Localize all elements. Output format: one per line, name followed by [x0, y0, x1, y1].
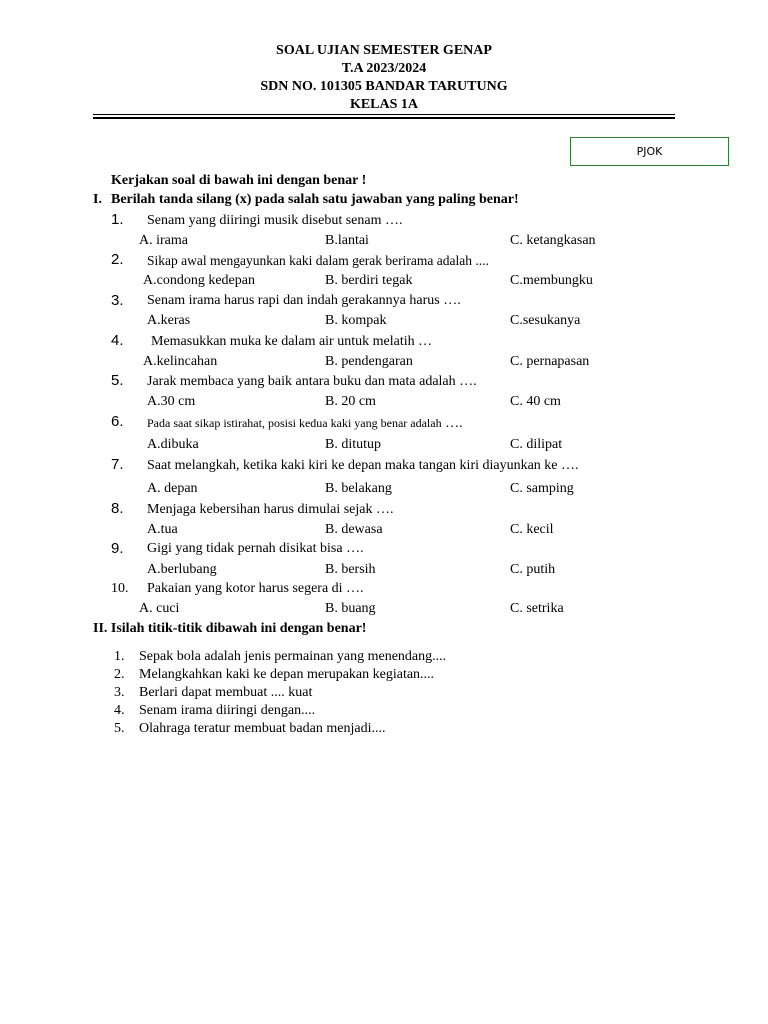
header-rule-bottom: [93, 117, 675, 119]
option-c: C.sesukanya: [510, 313, 581, 328]
option-b: B. buang: [325, 601, 376, 616]
question-text: Gigi yang tidak pernah disikat bisa ….: [147, 541, 364, 556]
option-a: A.keras: [147, 313, 191, 328]
option-c: C. putih: [510, 562, 556, 577]
option-a: A.kelincahan: [143, 354, 218, 369]
fill-item-text: Olahraga teratur membuat badan menjadi....: [139, 721, 386, 736]
question-text: [147, 414, 463, 433]
option-c: C. ketangkasan: [510, 233, 596, 248]
question-text: Saat melangkah, ketika kaki kiri ke depan maka tangan kiri diayunkan ke ….: [147, 458, 579, 473]
option-b: B. 20 cm: [325, 394, 376, 409]
class-label: KELAS 1A: [349, 97, 419, 112]
option-b: B. berdiri tegak: [325, 273, 413, 288]
option-c: C. pernapasan: [510, 354, 590, 369]
academic-year: T.A 2023/2024: [341, 61, 427, 76]
question-text: Senam yang diiringi musik disebut senam ….: [147, 213, 403, 228]
option-b: B. dewasa: [325, 522, 383, 537]
question-number: 3.: [111, 292, 124, 309]
option-c: C. samping: [510, 481, 574, 496]
fill-item-text: Sepak bola adalah jenis permainan yang menendang....: [139, 649, 447, 664]
question-text: Menjaga kebersihan harus dimulai sejak ….: [147, 502, 394, 517]
question-text-small: Pada saat sikap istirahat, posisi kedua kaki yang benar adalah: [147, 416, 442, 430]
option-b: B. ditutup: [325, 437, 382, 452]
fill-item-number: 3.: [114, 685, 125, 700]
question-text-tail: ….: [441, 416, 463, 431]
question-number: 5.: [111, 372, 124, 389]
option-a: A.berlubang: [147, 562, 217, 577]
option-c: C. setrika: [510, 601, 564, 616]
fill-item-text: Berlari dapat membuat .... kuat: [139, 685, 313, 700]
option-a: A. irama: [139, 233, 188, 248]
question-text: Jarak membaca yang baik antara buku dan mata adalah ….: [147, 374, 477, 389]
option-a: A.30 cm: [147, 394, 196, 409]
instruction: Kerjakan soal di bawah ini dengan benar !: [111, 173, 367, 188]
option-b: B. pendengaran: [325, 354, 413, 369]
option-b: B. belakang: [325, 481, 392, 496]
question-number: 4.: [111, 332, 124, 349]
subject-box: PJOK: [570, 137, 729, 166]
option-c: C.membungku: [510, 273, 593, 288]
option-b: B. kompak: [325, 313, 387, 328]
option-b: B. bersih: [325, 562, 376, 577]
exam-title: SOAL UJIAN SEMESTER GENAP: [276, 43, 492, 58]
question-text: Senam irama harus rapi dan indah gerakannya harus ….: [147, 293, 461, 308]
school-name: SDN NO. 101305 BANDAR TARUTUNG: [260, 79, 508, 94]
option-a: A.dibuka: [147, 437, 199, 452]
fill-item-number: 4.: [114, 703, 125, 718]
fill-item-text: Melangkahkan kaki ke depan merupakan kegiatan....: [139, 667, 435, 682]
section1-numeral: I.: [93, 192, 102, 207]
question-text: Memasukkan muka ke dalam air untuk melatih …: [151, 334, 433, 349]
question-number: 6.: [111, 413, 124, 430]
fill-item-text: Senam irama diiringi dengan....: [139, 703, 316, 718]
option-a: A. cuci: [139, 601, 180, 616]
question-number: 9.: [111, 540, 124, 557]
fill-item-number: 5.: [114, 721, 125, 736]
question-number: 10.: [111, 581, 129, 596]
question-number: 7.: [111, 456, 124, 473]
question-text: Pakaian yang kotor harus segera di ….: [147, 581, 364, 596]
section2-title: II. Isilah titik-titik dibawah ini dengan benar!: [93, 621, 367, 636]
fill-item-number: 1.: [114, 649, 125, 664]
question-number: 8.: [111, 500, 124, 517]
option-a: A.condong kedepan: [143, 273, 255, 288]
section1-title: Berilah tanda silang (x) pada salah satu jawaban yang paling benar!: [111, 192, 519, 207]
header-rule-top: [93, 114, 675, 115]
fill-item-number: 2.: [114, 667, 125, 682]
option-a: A.tua: [147, 522, 178, 537]
option-c: C. kecil: [510, 522, 554, 537]
option-c: C. 40 cm: [510, 394, 561, 409]
option-b: B.lantai: [325, 233, 369, 248]
question-text: Sikap awal mengayunkan kaki dalam gerak berirama adalah ....: [147, 253, 489, 268]
question-number: 2.: [111, 251, 124, 268]
question-number: 1.: [111, 211, 124, 228]
option-a: A. depan: [147, 481, 198, 496]
option-c: C. dilipat: [510, 437, 563, 452]
